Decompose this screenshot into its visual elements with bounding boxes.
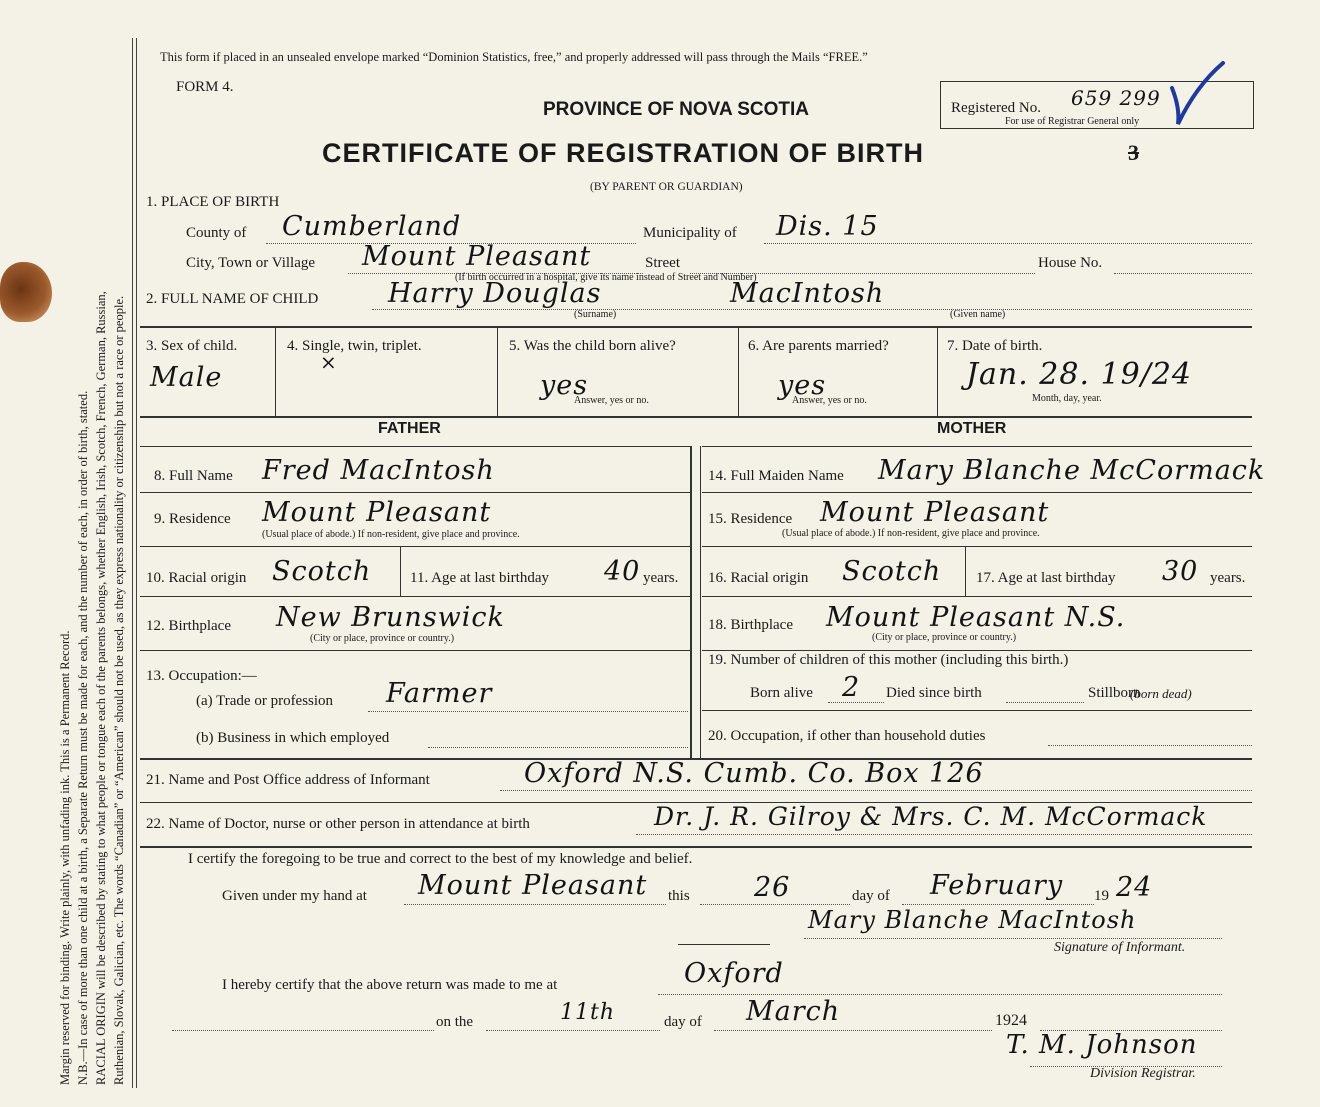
mother-age: 30 bbox=[1162, 556, 1199, 587]
given-day: 26 bbox=[754, 872, 791, 903]
city-label: City, Town or Village bbox=[186, 255, 316, 271]
county-value: Cumberland bbox=[282, 211, 462, 242]
mother-heading: MOTHER bbox=[937, 420, 1007, 437]
child-name-label: 2. FULL NAME OF CHILD bbox=[146, 291, 319, 307]
father-name: Fred MacIntosh bbox=[262, 455, 495, 486]
born-alive-value: yes bbox=[540, 370, 589, 401]
married-value: yes bbox=[778, 370, 827, 401]
mother-years: years. bbox=[1210, 570, 1246, 586]
stillborn-note: (born dead) bbox=[1130, 686, 1192, 701]
multiple-value: × bbox=[320, 350, 338, 374]
born-alive-label: 5. Was the child born alive? bbox=[509, 338, 676, 354]
father-name-label: 8. Full Name bbox=[154, 468, 233, 484]
street-label: Street bbox=[645, 255, 680, 271]
child-given-name: Harry Douglas bbox=[388, 278, 602, 309]
doctor-value: Dr. J. R. Gilroy & Mrs. C. M. McCormack bbox=[654, 802, 1208, 831]
born-alive-count: 2 bbox=[842, 672, 861, 703]
margin-note-racial-1: RACIAL ORIGIN will be described by stating to what people or tongue each of the parents belongs, whether English, Irish, Scotch, French, German, Russian, bbox=[94, 291, 108, 1085]
born-alive-count-label: Born alive bbox=[750, 685, 813, 701]
margin-note-nb: N.B.—In case of more than one child at a birth, a Separate Return must be made for each, and the number of each, in order of birth, stated. bbox=[76, 390, 90, 1085]
stillborn-label: Stillborn bbox=[1088, 685, 1141, 701]
informant-signature-caption: Signature of Informant. bbox=[1054, 940, 1186, 955]
mother-birthplace-label: 18. Birthplace bbox=[708, 617, 793, 633]
informant-label: 21. Name and Post Office address of Informant bbox=[146, 772, 430, 788]
mother-name-label: 14. Full Maiden Name bbox=[708, 468, 844, 484]
dob-value: Jan. 28. 19/24 bbox=[966, 357, 1193, 392]
mother-racial: Scotch bbox=[842, 556, 942, 587]
given-name-note: (Given name) bbox=[950, 309, 1006, 320]
dob-label: 7. Date of birth. bbox=[947, 338, 1043, 354]
father-age-label: 11. Age at last birthday bbox=[410, 570, 549, 586]
doctor-label: 22. Name of Doctor, nurse or other person in attendance at birth bbox=[146, 816, 530, 832]
registrar-note: For use of Registrar General only bbox=[1005, 116, 1140, 127]
mother-birthplace-note: (City or place, province or country.) bbox=[872, 632, 1017, 643]
dob-note: Month, day, year. bbox=[1032, 393, 1102, 404]
margin-rule bbox=[132, 38, 133, 1088]
registrar-place: Oxford bbox=[684, 958, 784, 989]
registrar-signature: T. M. Johnson bbox=[1006, 1030, 1198, 1060]
registrar-month: March bbox=[746, 996, 841, 1027]
registrar-day: 11th bbox=[560, 1000, 616, 1025]
given-month: February bbox=[930, 870, 1064, 901]
struck-mark: 3 bbox=[1128, 140, 1139, 165]
given-year: 24 bbox=[1116, 872, 1153, 903]
page-subtitle: (BY PARENT OR GUARDIAN) bbox=[590, 181, 743, 193]
mother-racial-label: 16. Racial origin bbox=[708, 570, 809, 586]
occupation-label: 13. Occupation:— bbox=[146, 668, 257, 684]
margin-note-racial-2: Ruthenian, Slovak, Galician, etc. The words “Canadian” or “American” should not be used, as they express nationality or citizenship but not a race or people. bbox=[112, 295, 126, 1085]
page-title: CERTIFICATE OF REGISTRATION OF BIRTH bbox=[322, 138, 924, 168]
ink-stain bbox=[0, 262, 52, 322]
father-age: 40 bbox=[604, 556, 641, 587]
city-value: Mount Pleasant bbox=[362, 241, 592, 272]
father-residence-note: (Usual place of abode.) If non-resident, give place and province. bbox=[262, 529, 520, 540]
mother-residence: Mount Pleasant bbox=[820, 497, 1050, 528]
this-label: this bbox=[668, 888, 690, 904]
married-label: 6. Are parents married? bbox=[748, 338, 889, 354]
registrar-day-of-label: day of bbox=[664, 1014, 702, 1030]
municipality-value: Dis. 15 bbox=[776, 211, 879, 242]
hospital-note: (If birth occurred in a hospital, give its name instead of Street and Number) bbox=[455, 272, 757, 283]
given-under-label: Given under my hand at bbox=[222, 888, 367, 904]
father-residence-label: 9. Residence bbox=[154, 511, 231, 527]
mother-age-label: 17. Age at last birthday bbox=[976, 570, 1116, 586]
father-birthplace-label: 12. Birthplace bbox=[146, 618, 231, 634]
father-heading: FATHER bbox=[378, 420, 441, 437]
mother-occupation-label: 20. Occupation, if other than household duties bbox=[708, 728, 986, 744]
yes-no-note: Answer, yes or no. bbox=[574, 395, 649, 406]
sex-label: 3. Sex of child. bbox=[146, 338, 238, 354]
surname-note: (Surname) bbox=[574, 309, 617, 320]
died-since-birth-label: Died since birth bbox=[886, 685, 982, 701]
father-birthplace: New Brunswick bbox=[276, 602, 505, 633]
registered-number: 659 299 bbox=[1071, 86, 1161, 110]
yes-no-note: Answer, yes or no. bbox=[792, 395, 867, 406]
house-number-label: House No. bbox=[1038, 255, 1103, 271]
province-heading: PROVINCE OF NOVA SCOTIA bbox=[543, 99, 810, 120]
mail-note: This form if placed in an unsealed envelope marked “Dominion Statistics, free,” and properly addressed will pass through the Mails “FREE.” bbox=[160, 50, 868, 64]
county-label: County of bbox=[186, 225, 247, 241]
trade-value: Farmer bbox=[386, 678, 493, 709]
mother-name: Mary Blanche McCormack bbox=[878, 455, 1266, 486]
child-surname: MacIntosh bbox=[730, 278, 885, 309]
check-mark-icon bbox=[1168, 58, 1228, 133]
sex-value: Male bbox=[150, 362, 223, 393]
father-residence: Mount Pleasant bbox=[262, 497, 492, 528]
business-label: (b) Business in which employed bbox=[196, 730, 390, 746]
informant-signature: Mary Blanche MacIntosh bbox=[808, 906, 1137, 934]
informant-value: Oxford N.S. Cumb. Co. Box 126 bbox=[524, 758, 984, 789]
mother-birthplace: Mount Pleasant N.S. bbox=[826, 602, 1126, 633]
father-birthplace-note: (City or place, province or country.) bbox=[310, 633, 455, 644]
on-the-label: on the bbox=[436, 1014, 474, 1030]
form-number: FORM 4. bbox=[176, 79, 234, 95]
children-count-label: 19. Number of children of this mother (including this birth.) bbox=[708, 652, 1069, 668]
certify-statement: I certify the foregoing to be true and correct to the best of my knowledge and belief. bbox=[188, 851, 693, 867]
registrar-caption: Division Registrar. bbox=[1090, 1066, 1196, 1081]
father-years: years. bbox=[643, 570, 679, 586]
father-racial-label: 10. Racial origin bbox=[146, 570, 247, 586]
registrar-year: 1924 bbox=[995, 1012, 1027, 1029]
place-of-birth-label: 1. PLACE OF BIRTH bbox=[146, 194, 280, 210]
margin-rule bbox=[136, 38, 137, 1088]
mother-residence-note: (Usual place of abode.) If non-resident, give place and province. bbox=[782, 528, 1040, 539]
margin-note-binding: Margin reserved for binding. Write plainly, with unfading ink. This is a Permanent Record. bbox=[58, 630, 72, 1085]
year-prefix: 19 bbox=[1094, 888, 1109, 904]
trade-label: (a) Trade or profession bbox=[196, 693, 334, 709]
registered-label: Registered No. bbox=[951, 100, 1041, 116]
registrar-statement: I hereby certify that the above return was made to me at bbox=[222, 977, 558, 993]
day-of-label: day of bbox=[852, 888, 890, 904]
given-place: Mount Pleasant bbox=[418, 870, 648, 901]
mother-residence-label: 15. Residence bbox=[708, 511, 793, 527]
municipality-label: Municipality of bbox=[643, 225, 737, 241]
father-racial: Scotch bbox=[272, 556, 372, 587]
multiple-label: 4. Single, twin, triplet. bbox=[287, 338, 422, 354]
